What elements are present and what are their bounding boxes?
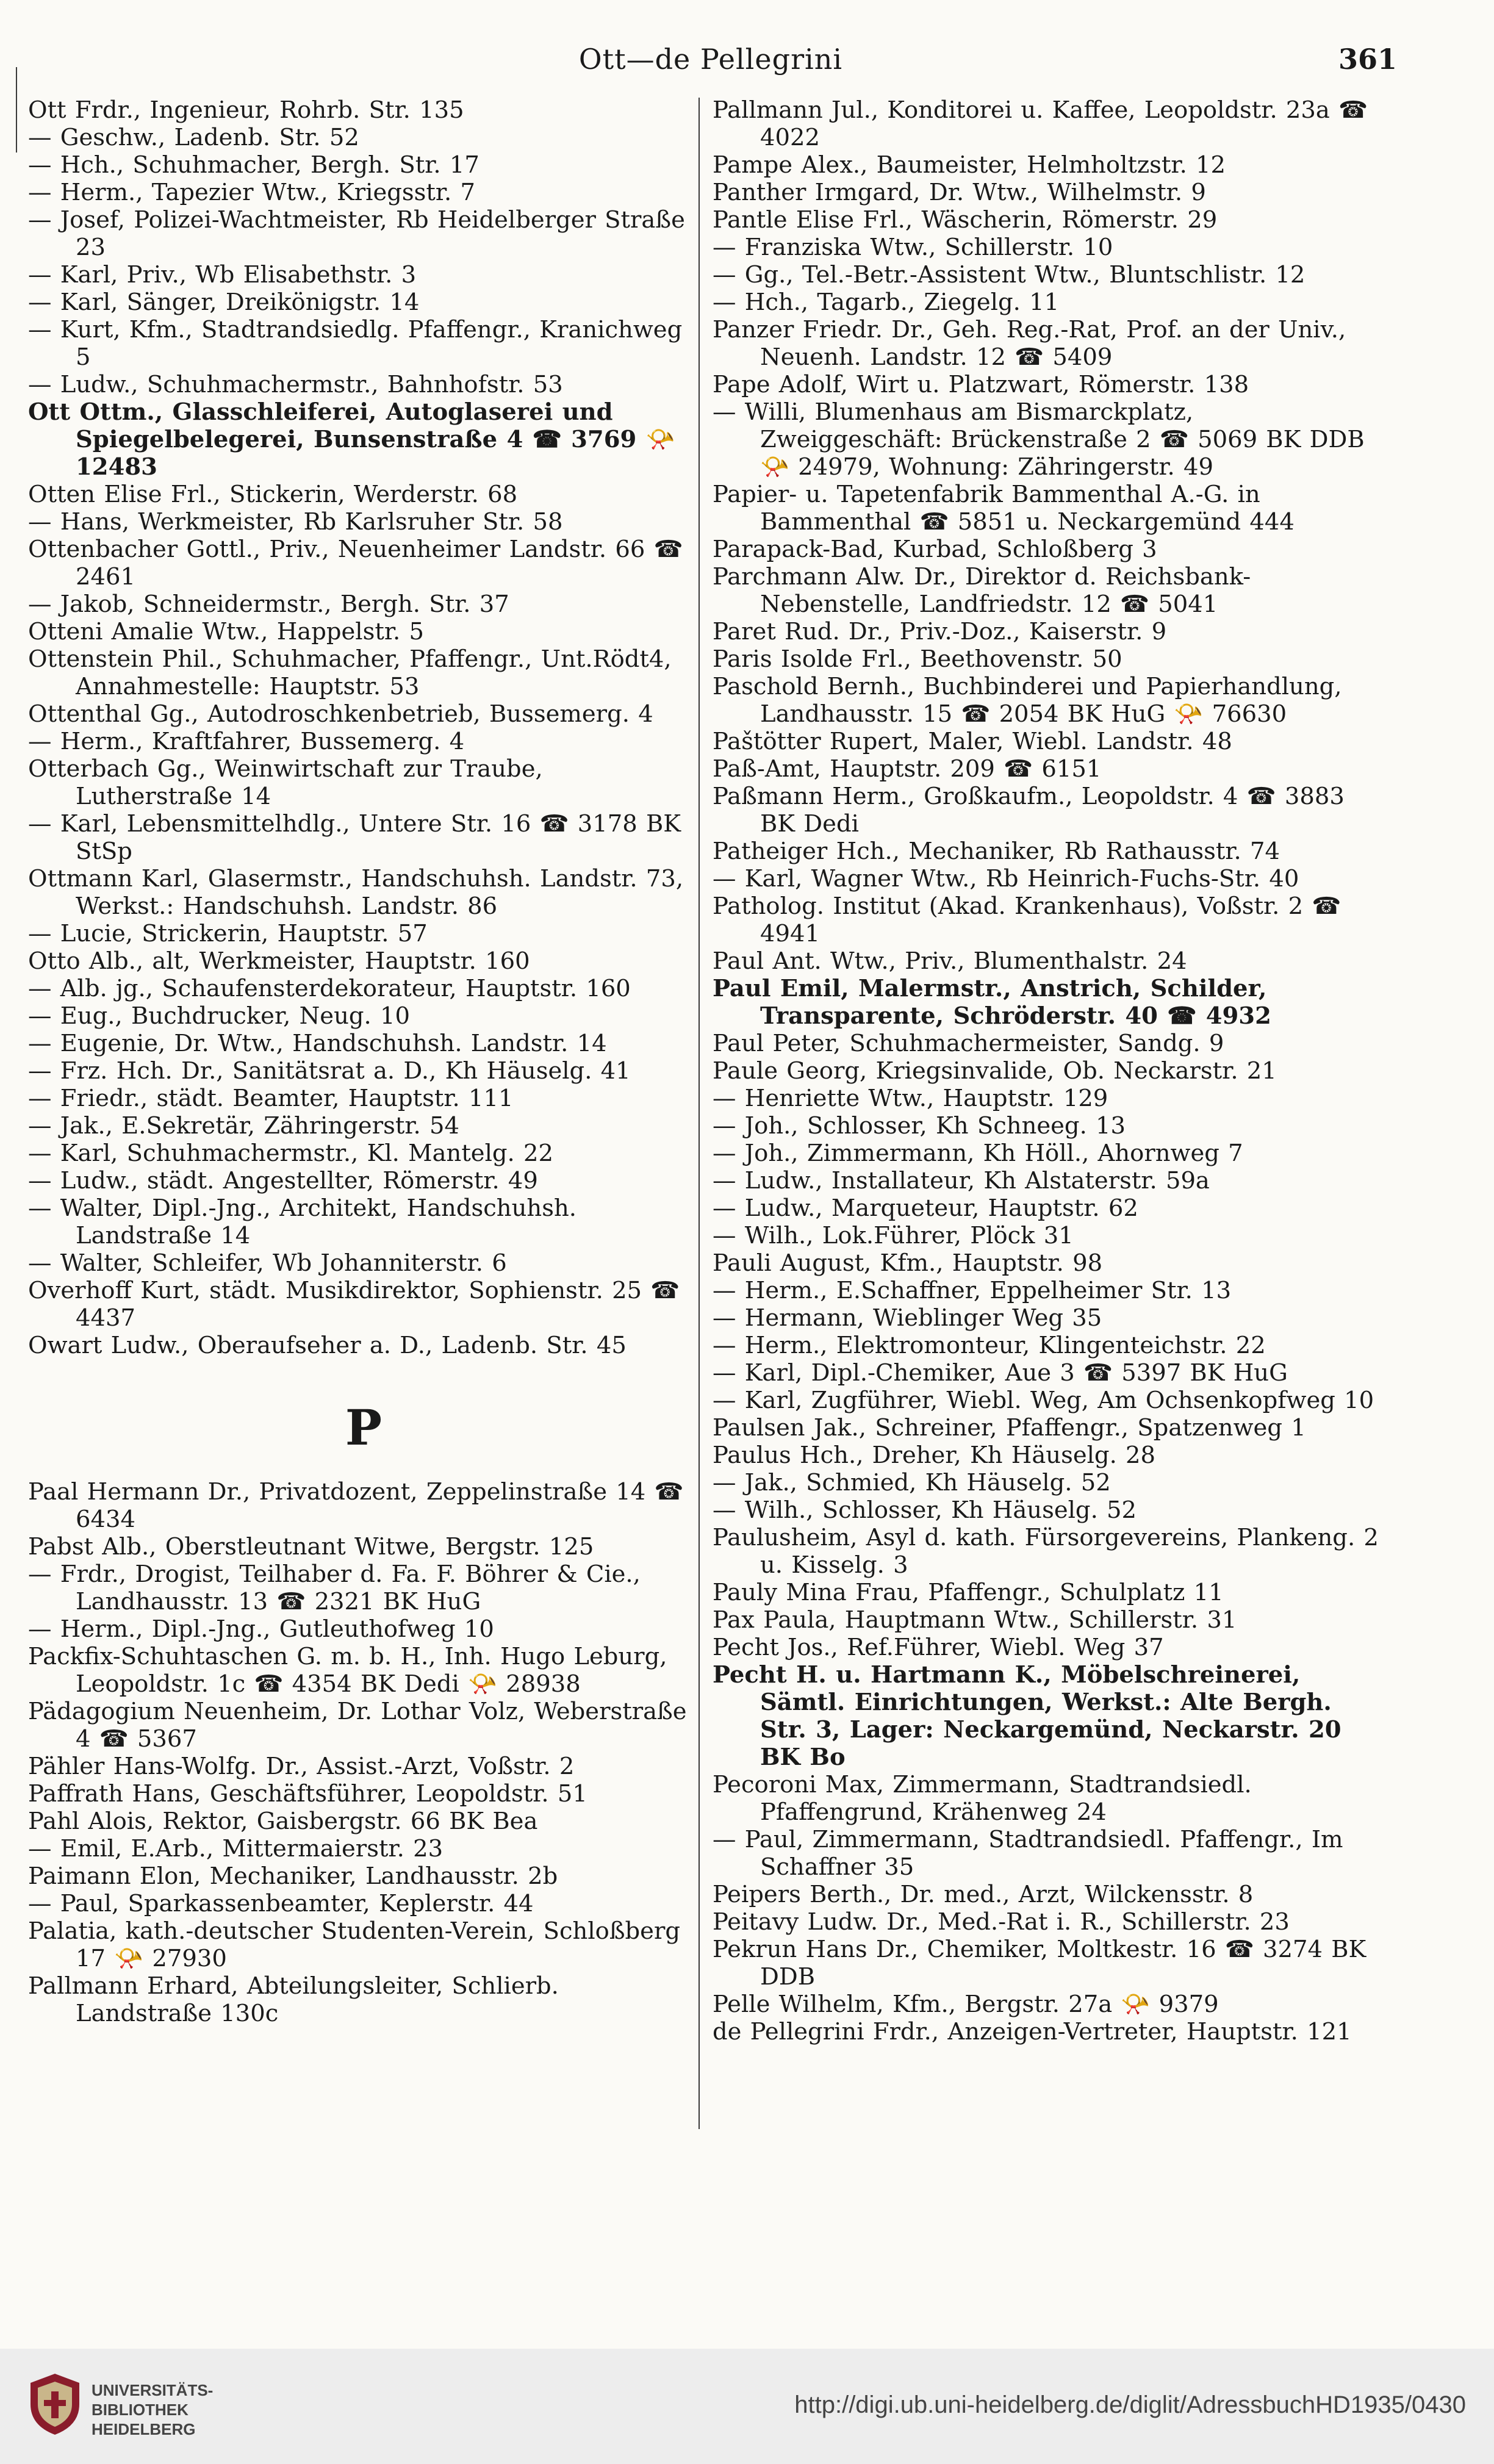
directory-entry: Pähler Hans-Wolfg. Dr., Assist.-Arzt, Voßstr. 2 <box>28 1753 575 1780</box>
directory-entry: — Hermann, Wieblinger Weg 35 <box>713 1304 1102 1332</box>
directory-entry: Paschold Bernh., Buchbinderei und Papierhandlung, Landhausstr. 15 ☎ 2054 BK HuG 📯 76630 <box>713 673 1342 728</box>
directory-entry: — Hch., Schuhmacher, Bergh. Str. 17 <box>28 151 479 179</box>
directory-entry: Pahl Alois, Rektor, Gaisbergstr. 66 BK Bea <box>28 1808 538 1835</box>
directory-entry: Owart Ludw., Oberaufseher a. D., Ladenb. Str. 45 <box>28 1332 627 1359</box>
directory-entry: — Herm., Kraftfahrer, Bussemerg. 4 <box>28 728 465 755</box>
directory-entry: — Karl, Dipl.-Chemiker, Aue 3 ☎ 5397 BK HuG <box>713 1359 1288 1387</box>
directory-entry: Pelle Wilhelm, Kfm., Bergstr. 27a 📯 9379 <box>713 1991 1219 2018</box>
directory-entry: — Emil, E.Arb., Mittermaierstr. 23 <box>28 1835 444 1862</box>
directory-entry: Peitavy Ludw. Dr., Med.-Rat i. R., Schillerstr. 23 <box>713 1908 1290 1936</box>
directory-entry: Paßmann Herm., Großkaufm., Leopoldstr. 4 ☎ 3883 BK Dedi <box>713 783 1345 838</box>
directory-entry: Paris Isolde Frl., Beethovenstr. 50 <box>713 645 1122 673</box>
directory-entry: Papier- u. Tapetenfabrik Bammenthal A.-G. in Bammenthal ☎ 5851 u. Neckargemünd 444 <box>713 481 1295 536</box>
footer-bar <box>0 2349 1494 2464</box>
directory-entry: Paulsen Jak., Schreiner, Pfaffengr., Spatzenweg 1 <box>713 1414 1306 1442</box>
directory-entry: Ottenthal Gg., Autodroschkenbetrieb, Bussemerg. 4 <box>28 700 653 728</box>
directory-entry: Ott Ottm., Glasschleiferei, Autoglaserei und Spiegelbelegerei, Bunsenstraße 4 ☎ 3769 📯 12483 <box>28 398 675 481</box>
directory-entry: Pecoroni Max, Zimmermann, Stadtrandsiedl. Pfaffengrund, Krähenweg 24 <box>713 1771 1252 1826</box>
directory-entry: — Herm., Tapezier Wtw., Kriegsstr. 7 <box>28 179 476 206</box>
directory-entry: Pädagogium Neuenheim, Dr. Lothar Volz, Weberstraße 4 ☎ 5367 <box>28 1698 687 1753</box>
directory-entry: de Pellegrini Frdr., Anzeigen-Vertreter, Hauptstr. 121 <box>713 2018 1352 2046</box>
left-column <box>28 96 699 2027</box>
directory-entry: Overhoff Kurt, städt. Musikdirektor, Sophienstr. 25 ☎ 4437 <box>28 1277 680 1332</box>
directory-entry: — Kurt, Kfm., Stadtrandsiedlg. Pfaffengr., Kranichweg 5 <box>28 316 683 371</box>
directory-entry: Paulusheim, Asyl d. kath. Fürsorgevereins, Plankeng. 2 u. Kisselg. 3 <box>713 1524 1379 1579</box>
directory-entry: — Karl, Lebensmittelhdlg., Untere Str. 16 ☎ 3178 BK StSp <box>28 810 681 865</box>
library-name-line: UNIVERSITÄTS- <box>92 2381 214 2399</box>
directory-entry: — Wilh., Lok.Führer, Plöck 31 <box>713 1222 1074 1249</box>
directory-entry: Panther Irmgard, Dr. Wtw., Wilhelmstr. 9 <box>713 179 1206 206</box>
directory-entry: Parchmann Alw. Dr., Direktor d. Reichsbank-Nebenstelle, Landfriedstr. 12 ☎ 5041 <box>713 563 1251 618</box>
directory-entry: Paal Hermann Dr., Privatdozent, Zeppelinstraße 14 ☎ 6434 <box>28 1478 684 1533</box>
directory-entry: Paul Emil, Malermstr., Anstrich, Schilder, Transparente, Schröderstr. 40 ☎ 4932 <box>713 975 1271 1030</box>
directory-entry: Pecht Jos., Ref.Führer, Wiebl. Weg 37 <box>713 1634 1164 1661</box>
directory-entry: — Gg., Tel.-Betr.-Assistent Wtw., Bluntschlistr. 12 <box>713 261 1305 289</box>
directory-entry: — Ludw., Marqueteur, Hauptstr. 62 <box>713 1194 1138 1222</box>
directory-entry: — Karl, Sänger, Dreikönigstr. 14 <box>28 289 420 316</box>
directory-entry: — Herm., Elektromonteur, Klingenteichstr. 22 <box>713 1332 1266 1359</box>
directory-entry: Pabst Alb., Oberstleutnant Witwe, Bergstr. 125 <box>28 1533 594 1561</box>
directory-entry: — Frdr., Drogist, Teilhaber d. Fa. F. Böhrer & Cie., Landhausstr. 13 ☎ 2321 BK HuG <box>28 1561 641 1615</box>
source-url-link[interactable]: http://digi.ub.uni-heidelberg.de/diglit/AdressbuchHD1935/0430 <box>794 2391 1466 2418</box>
directory-entry: — Josef, Polizei-Wachtmeister, Rb Heidelberger Straße 23 <box>28 206 685 261</box>
directory-entry: Panzer Friedr. Dr., Geh. Reg.-Rat, Prof. an der Univ., Neuenh. Landstr. 12 ☎ 5409 <box>713 316 1346 371</box>
directory-entry: Ottenstein Phil., Schuhmacher, Pfaffengr., Unt.Rödt4, Annahmestelle: Hauptstr. 53 <box>28 645 672 700</box>
directory-entry: Pekrun Hans Dr., Chemiker, Moltkestr. 16 ☎ 3274 BK DDB <box>713 1936 1367 1991</box>
directory-entry: Paul Peter, Schuhmachermeister, Sandg. 9 <box>713 1030 1224 1057</box>
directory-entry: — Wilh., Schlosser, Kh Häuselg. 52 <box>713 1496 1137 1524</box>
directory-entry: Ott Frdr., Ingenieur, Rohrb. Str. 135 <box>28 96 464 124</box>
directory-entry: Paulus Hch., Dreher, Kh Häuselg. 28 <box>713 1442 1156 1469</box>
directory-entry: Packfix-Schuhtaschen G. m. b. H., Inh. Hugo Leburg, Leopoldstr. 1c ☎ 4354 BK Dedi 📯 28938 <box>28 1643 667 1698</box>
page-header <box>24 43 1397 85</box>
directory-entry: Otterbach Gg., Weinwirtschaft zur Traube, Lutherstraße 14 <box>28 755 543 810</box>
directory-entry: Paffrath Hans, Geschäftsführer, Leopoldstr. 51 <box>28 1780 587 1808</box>
directory-entry: — Paul, Zimmermann, Stadtrandsiedl. Pfaffengr., Im Schaffner 35 <box>713 1826 1343 1881</box>
page-number: 361 <box>1338 43 1397 76</box>
directory-entry: Palatia, kath.-deutscher Studenten-Verein, Schloßberg 17 📯 27930 <box>28 1917 681 1972</box>
directory-entry: — Jakob, Schneidermstr., Bergh. Str. 37 <box>28 591 509 618</box>
directory-entry: — Karl, Schuhmachermstr., Kl. Mantelg. 22 <box>28 1140 554 1167</box>
directory-entry: — Hans, Werkmeister, Rb Karlsruher Str. 58 <box>28 508 563 536</box>
directory-entry: — Eugenie, Dr. Wtw., Handschuhsh. Landstr. 14 <box>28 1030 607 1057</box>
directory-entry: Paštötter Rupert, Maler, Wiebl. Landstr. 48 <box>713 728 1232 755</box>
directory-entry: Peipers Berth., Dr. med., Arzt, Wilckensstr. 8 <box>713 1881 1254 1908</box>
directory-entry: — Karl, Zugführer, Wiebl. Weg, Am Ochsenkopfweg 10 <box>713 1387 1374 1414</box>
directory-entry: — Paul, Sparkassenbeamter, Keplerstr. 44 <box>28 1890 534 1917</box>
directory-entry: — Henriette Wtw., Hauptstr. 129 <box>713 1085 1108 1112</box>
directory-entry: — Joh., Zimmermann, Kh Höll., Ahornweg 7 <box>713 1140 1243 1167</box>
directory-entry: Patheiger Hch., Mechaniker, Rb Rathausstr. 74 <box>713 838 1280 865</box>
right-column <box>713 96 1384 2046</box>
directory-entry: Pape Adolf, Wirt u. Platzwart, Römerstr. 138 <box>713 371 1249 398</box>
university-seal-icon <box>24 2371 85 2438</box>
directory-entry: Pallmann Jul., Konditorei u. Kaffee, Leopoldstr. 23a ☎ 4022 <box>713 96 1368 151</box>
directory-entry: Pecht H. u. Hartmann K., Möbelschreinerei, Sämtl. Einrichtungen, Werkst.: Alte Bergh. Str. 3, Lager: Neckargemünd, Neckarstr. 20 BK Bo <box>713 1661 1341 1771</box>
directory-entry: — Ludw., Installateur, Kh Alstaterstr. 59a <box>713 1167 1210 1194</box>
directory-entry: — Joh., Schlosser, Kh Schneeg. 13 <box>713 1112 1126 1140</box>
directory-entry: Pax Paula, Hauptmann Wtw., Schillerstr. 31 <box>713 1606 1237 1634</box>
directory-entry: Ottenbacher Gottl., Priv., Neuenheimer Landstr. 66 ☎ 2461 <box>28 536 683 591</box>
directory-entry: — Geschw., Ladenb. Str. 52 <box>28 124 359 151</box>
directory-entry: — Franziska Wtw., Schillerstr. 10 <box>713 234 1113 261</box>
directory-entry: Patholog. Institut (Akad. Krankenhaus), Voßstr. 2 ☎ 4941 <box>713 893 1341 947</box>
directory-entry: — Frz. Hch. Dr., Sanitätsrat a. D., Kh Häuselg. 41 <box>28 1057 631 1085</box>
directory-entry: — Karl, Priv., Wb Elisabethstr. 3 <box>28 261 417 289</box>
directory-entry: — Lucie, Strickerin, Hauptstr. 57 <box>28 920 428 947</box>
directory-entry: Parapack-Bad, Kurbad, Schloßberg 3 <box>713 536 1157 563</box>
margin-rule <box>16 67 17 153</box>
directory-entry: Pampe Alex., Baumeister, Helmholtzstr. 12 <box>713 151 1226 179</box>
library-name <box>92 2380 213 2439</box>
directory-entry: Pauly Mina Frau, Pfaffengr., Schulplatz 11 <box>713 1579 1224 1606</box>
directory-entry: Pauli August, Kfm., Hauptstr. 98 <box>713 1249 1103 1277</box>
directory-entry: — Alb. jg., Schaufensterdekorateur, Hauptstr. 160 <box>28 975 631 1002</box>
directory-entry: — Karl, Wagner Wtw., Rb Heinrich-Fuchs-Str. 40 <box>713 865 1299 893</box>
directory-entry: Pantle Elise Frl., Wäscherin, Römerstr. 29 <box>713 206 1218 234</box>
directory-entry: Otto Alb., alt, Werkmeister, Hauptstr. 160 <box>28 947 530 975</box>
directory-entry: Otten Elise Frl., Stickerin, Werderstr. 68 <box>28 481 518 508</box>
directory-entry: — Ludw., Schuhmachermstr., Bahnhofstr. 53 <box>28 371 563 398</box>
directory-entry: — Eug., Buchdrucker, Neug. 10 <box>28 1002 410 1030</box>
section-heading: P <box>345 1399 382 1456</box>
directory-entry: Paß-Amt, Hauptstr. 209 ☎ 6151 <box>713 755 1102 783</box>
library-name-line: HEIDELBERG <box>92 2420 196 2438</box>
directory-entry: Paret Rud. Dr., Priv.-Doz., Kaiserstr. 9 <box>713 618 1167 645</box>
directory-entry: — Jak., E.Sekretär, Zähringerstr. 54 <box>28 1112 459 1140</box>
directory-entry: Otteni Amalie Wtw., Happelstr. 5 <box>28 618 424 645</box>
library-name-line: BIBLIOTHEK <box>92 2401 189 2419</box>
directory-entry: Paul Ant. Wtw., Priv., Blumenthalstr. 24 <box>713 947 1187 975</box>
directory-entry: Pallmann Erhard, Abteilungsleiter, Schlierb. Landstraße 130c <box>28 1972 559 2027</box>
directory-entry: Paule Georg, Kriegsinvalide, Ob. Neckarstr. 21 <box>713 1057 1277 1085</box>
directory-entry: — Herm., Dipl.-Jng., Gutleuthofweg 10 <box>28 1615 494 1643</box>
directory-entry: — Willi, Blumenhaus am Bismarckplatz, Zweiggeschäft: Brückenstraße 2 ☎ 5069 BK DDB 📯 24979, Wohnung: Zähringerstr. 49 <box>713 398 1365 481</box>
directory-entry: — Herm., E.Schaffner, Eppelheimer Str. 13 <box>713 1277 1232 1304</box>
directory-entry: — Friedr., städt. Beamter, Hauptstr. 111 <box>28 1085 514 1112</box>
directory-entry: Paimann Elon, Mechaniker, Landhausstr. 2b <box>28 1862 558 1890</box>
directory-entry: — Walter, Dipl.-Jng., Architekt, Handschuhsh. Landstraße 14 <box>28 1194 576 1249</box>
directory-entry: — Hch., Tagarb., Ziegelg. 11 <box>713 289 1060 316</box>
page-title: Ott—de Pellegrini <box>578 43 843 76</box>
directory-entry: — Jak., Schmied, Kh Häuselg. 52 <box>713 1469 1111 1496</box>
directory-entry: — Walter, Schleifer, Wb Johanniterstr. 6 <box>28 1249 507 1277</box>
directory-entry: Ottmann Karl, Glasermstr., Handschuhsh. Landstr. 73, Werkst.: Handschuhsh. Landstr. 86 <box>28 865 684 920</box>
directory-entry: — Ludw., städt. Angestellter, Römerstr. 49 <box>28 1167 538 1194</box>
